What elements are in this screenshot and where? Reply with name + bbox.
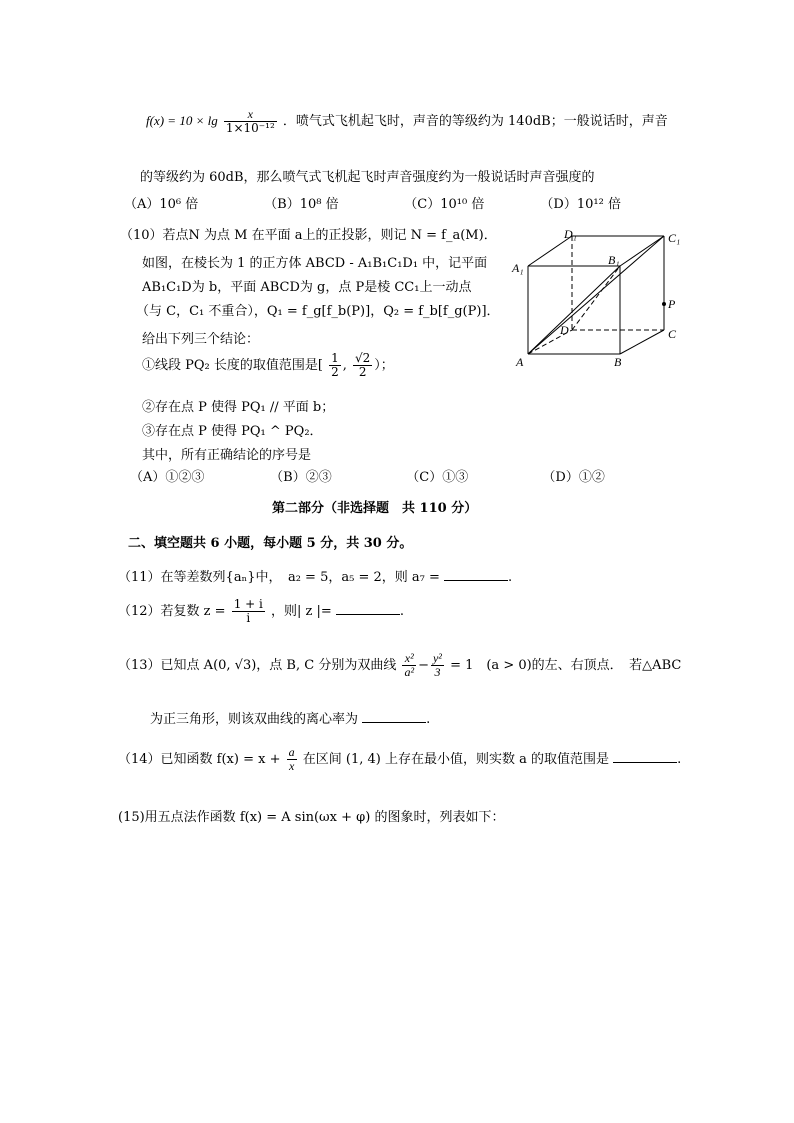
q14-end: .	[677, 752, 682, 768]
cube-figure	[508, 226, 688, 376]
q13-line2-text: 为正三角形，则该双曲线的离心率为	[150, 712, 359, 727]
diagonal-ac1	[528, 236, 664, 354]
q10-option-c: （C）①③	[406, 470, 469, 485]
q10-c1-frac1-num: 1	[331, 351, 339, 365]
q14	[118, 746, 681, 773]
q10-options	[130, 466, 605, 485]
q13-line2	[150, 708, 430, 727]
q10-c1-post: ）；	[374, 358, 394, 374]
q10-line5: 给出下列三个结论：	[142, 332, 260, 347]
q9-frac-den: 1×10⁻¹²	[225, 121, 275, 136]
hidden-edge-db1	[572, 266, 620, 330]
q11-text: （11）在等差数列{aₙ}中， a₂ = 5，a₅ = 2，则 a₇ =	[118, 570, 440, 585]
q12-answer-blank[interactable]	[336, 602, 400, 615]
q10-option-b: （B）②③	[270, 470, 332, 485]
q13-frac2-num: y²	[432, 651, 442, 665]
label-d: D	[560, 323, 569, 337]
q9-line1	[146, 108, 668, 135]
q10-conclusion-1: ①线段 PQ₂ 长度的取值范围是[ $\frac{1}{2}$ , $\frac{√2}{2}$ ）；	[142, 351, 394, 380]
q10-conclusion-2: ②存在点 P 使得 PQ₁ // 平面 b；	[142, 400, 335, 415]
q11-answer-blank[interactable]	[444, 568, 508, 581]
q9-option-d: （D）10¹² 倍	[540, 197, 621, 212]
q13-post: = 1 (a > 0)的左、右顶点． 若△ABC	[450, 658, 682, 674]
q10-option-a: （A）①②③	[130, 470, 205, 485]
q10-c1-frac1-den: 2	[331, 365, 339, 380]
q10-c1-frac2-num: √2	[355, 351, 371, 365]
label-a: A	[516, 355, 524, 369]
q14-frac-den: x	[288, 759, 295, 774]
q12-frac-num: 1 + i	[233, 597, 263, 611]
q10-c1-pre: ①线段 PQ₂ 长度的取值范围是	[142, 358, 318, 374]
label-d1: D₁	[564, 227, 577, 241]
q10-ask: 其中，所有正确结论的序号是	[142, 448, 312, 463]
q12-post: ，则| z |=	[271, 604, 332, 620]
edge-b1c1	[620, 236, 664, 266]
q13-frac2	[431, 652, 444, 679]
q15: (15)用五点法作函数 f(x) = A sin(ωx + φ) 的图象时，列表如下：	[118, 810, 505, 825]
q10-c1-frac2-den: 2	[358, 365, 367, 380]
q13-frac2-den: 3	[434, 665, 441, 680]
label-c1: C₁	[668, 231, 681, 245]
part2-heading: 第二部分（非选择题 共 110 分）	[272, 501, 478, 516]
q9-frac-num: x	[224, 108, 277, 122]
q14-frac-num: a	[288, 745, 295, 759]
q9-option-b: （B）10⁸ 倍	[264, 197, 339, 212]
q10-option-d: （D）①②	[542, 470, 605, 485]
q13-frac1	[402, 652, 416, 679]
q10-c1-frac1	[329, 352, 341, 379]
q13-line1	[118, 652, 681, 679]
q10-c1-frac2	[353, 352, 372, 379]
q9-formula-lhs: f(x) = 10 × lg	[146, 113, 218, 129]
label-c: C	[668, 327, 677, 341]
q12	[118, 598, 404, 625]
q12-end: .	[399, 604, 405, 620]
q12-fraction	[232, 598, 265, 625]
label-b1: B₁	[608, 253, 620, 267]
q14-pre: （14）已知函数 f(x) = x +	[118, 752, 281, 768]
edge-bc	[620, 330, 664, 354]
q13-end: .	[426, 712, 431, 727]
q14-post: 在区间 (1, 4) 上存在最小值，则实数 a 的取值范围是	[302, 752, 609, 768]
label-p: P	[668, 297, 676, 311]
q9-option-c: （C）10¹⁰ 倍	[404, 197, 485, 212]
part2-section: 二、填空题共 6 小题，每小题 5 分，共 30 分。	[128, 536, 413, 551]
q10-line4: （与 C，C₁ 不重合），Q₁ = f_g[f_b(P)]，Q₂ = f_b[f_g(P)]．	[136, 304, 500, 319]
q12-frac-den: i	[246, 611, 251, 626]
q12-pre: （12）若复数 z =	[118, 604, 226, 620]
q14-fraction	[287, 746, 297, 773]
q10-line1: （10）若点N 为点 M 在平面 a上的正投影，则记 N = f_a(M)．	[120, 228, 497, 243]
q10-conclusion-3: ③存在点 P 使得 PQ₁ ^ PQ₂．	[142, 424, 323, 439]
q10-line3: AB₁C₁D为 b，平面 ABCD为 g，点 P是棱 CC₁上一动点	[142, 280, 472, 295]
q11-end: .	[508, 570, 513, 585]
q13-frac1-num: x²	[402, 652, 416, 666]
q11	[118, 566, 512, 585]
q13-frac1-den: a²	[404, 665, 415, 680]
q13-answer-blank[interactable]	[362, 710, 426, 723]
label-a1: A₁	[512, 261, 524, 275]
q13-pre: （13）已知点 A(0, √3)，点 B, C 分别为双曲线	[118, 658, 397, 674]
q9-line2: 的等级约为 60dB，那么喷气式飞机起飞时声音强度约为一般说话时声音强度的	[140, 170, 595, 185]
q9-option-a: （A）10⁶ 倍	[124, 197, 199, 212]
label-b: B	[614, 355, 622, 369]
point-p	[662, 302, 666, 306]
q13-minus: −	[418, 658, 429, 674]
q9-options	[124, 193, 621, 212]
diagonal-ab1	[528, 266, 620, 354]
q10-line2: 如图，在棱长为 1 的正方体 ABCD - A₁B₁C₁D₁ 中，记平面	[142, 256, 488, 271]
q9-fraction	[224, 108, 277, 135]
q14-answer-blank[interactable]	[613, 750, 677, 763]
q9-line1-tail: ．喷气式飞机起飞时，声音的等级约为 140dB；一般说话时，声音	[282, 114, 668, 130]
